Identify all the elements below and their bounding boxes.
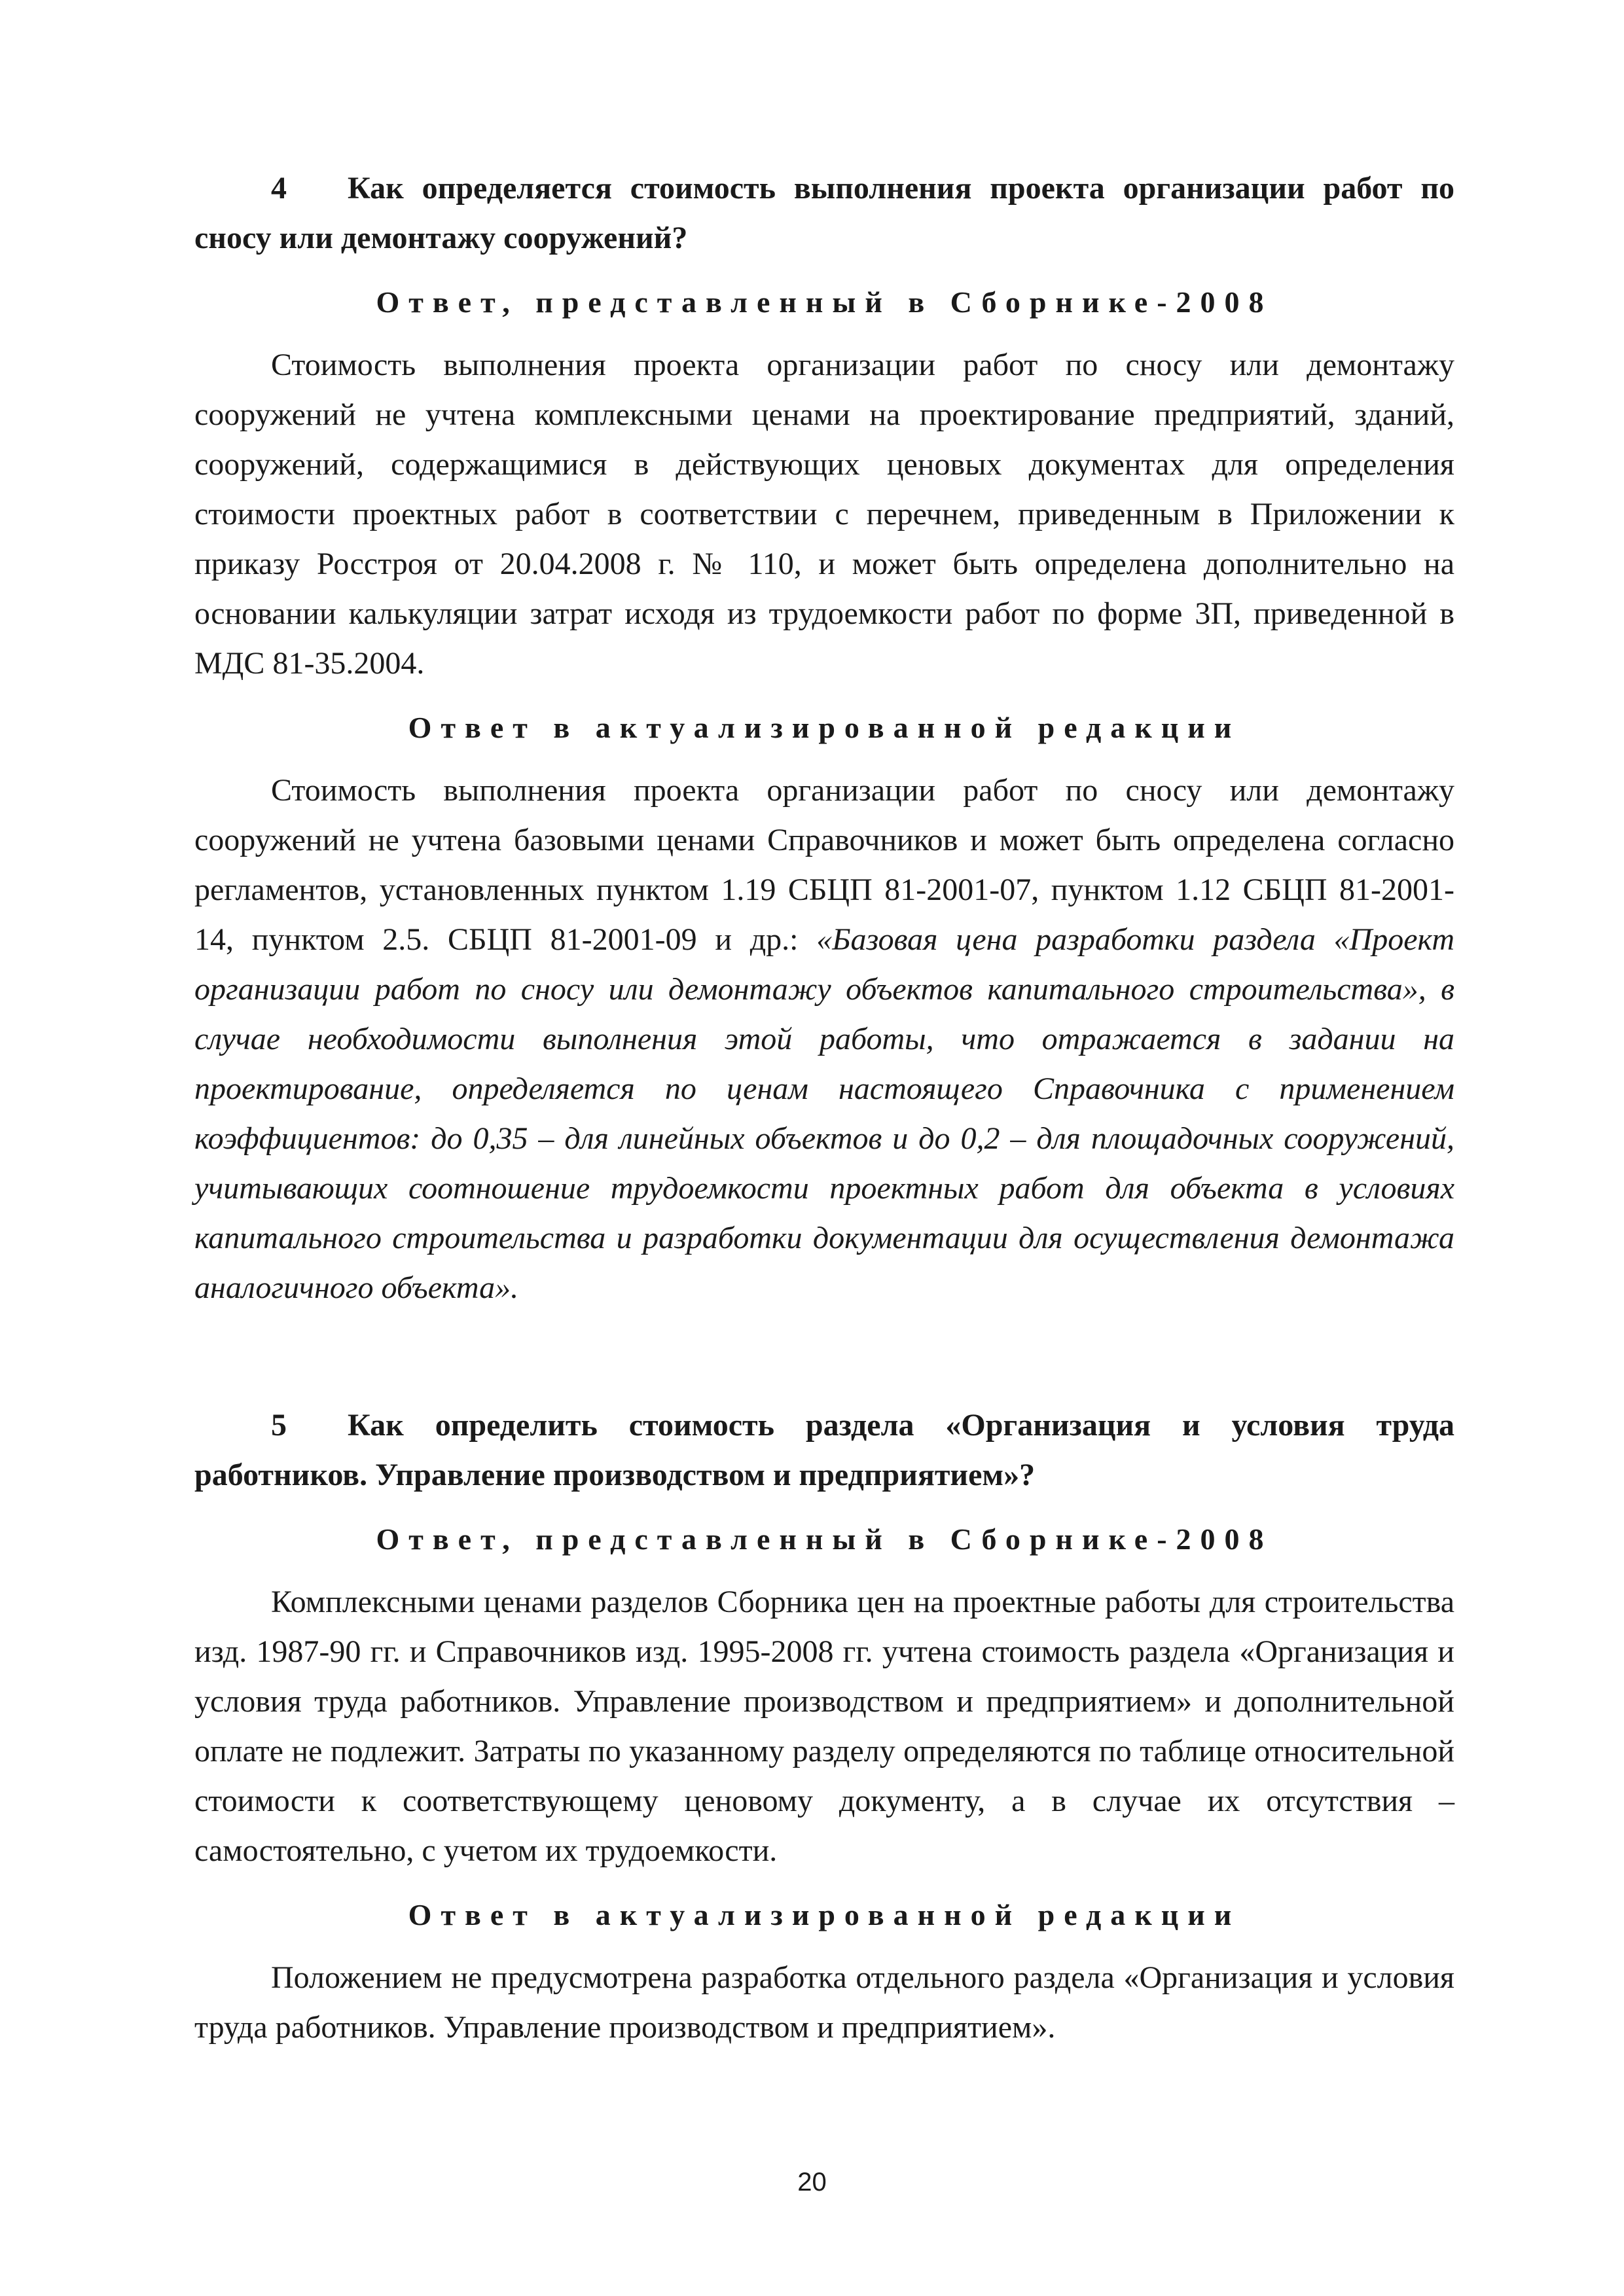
document-page [194,164,1454,2053]
answer-actual-text-4: Стоимость выполнения проекта организации работ по сносу или демонтажу сооружений не учтена базовыми ценами Справочников и может быть определена согласно регламентов, установленных пунктом 1.19 СБЦП 81-2001-07, пунктом 1.12 СБЦП 81-2001-14, пунктом 2.5. СБЦП 81-2001-09 и др.: [194,773,1454,957]
answer-2008-text-4: Стоимость выполнения проекта организации работ по сносу или демонтажу сооружений не учтена комплексными ценами на проектирование предприятий, зданий, сооружений, содержащимися в действующих ценовых документах для определения стоимости проектных работ в соответствии с перечнем, приведенным в Приложении к приказу Росстроя от 20.04.2008 г. № 110, и может быть определена дополнительно на основании калькуляции затрат исходя из трудоемкости работ по форме 3П, приведенной в МДС 81-35.2004. [194,348,1454,681]
answer-actual-heading-5: Ответ в актуализированной редакции [408,1898,1241,1931]
question-4-text: Как определяется стоимость выполнения проекта организации работ по сносу или демонтажу сооружений? [194,171,1454,255]
answer-2008-text-5: Комплексными ценами разделов Сборника цен на проектные работы для строительства изд. 1987-90 гг. и Справочников изд. 1995-2008 гг. учтена стоимость раздела «Организация и условия труда работников. Управление производством и предприятием» и дополнительной оплате не подлежит. Затраты по указанному разделу определяются по таблице относительной стоимости к соответствующему ценовому документу, а в случае их отсутствия – самостоятельно, с учетом их трудоемкости. [194,1585,1454,1868]
question-5-heading [194,1401,1454,1500]
answer-2008-heading-4: Ответ, представленный в Сборнике-2008 [376,285,1273,319]
question-5-number: 5 [271,1408,287,1443]
answer-actual-text-5: Положением не предусмотрена разработка отдельного раздела «Организация и условия труда работников. Управление производством и предприятием». [194,1960,1454,2045]
answer-2008-heading-5: Ответ, представленный в Сборнике-2008 [376,1522,1273,1556]
question-5-text: Как определить стоимость раздела «Организация и условия труда работников. Управление производством и предприятием»? [194,1408,1454,1492]
page-number: 20 [797,2168,827,2197]
answer-actual-heading-4: Ответ в актуализированной редакции [408,711,1241,744]
answer-actual-paragraph-4 [194,766,1454,1313]
question-4-heading [194,164,1454,263]
question-4-number: 4 [271,171,287,206]
answer-actual-quote-4: «Базовая цена разработки раздела «Проект организации работ по сносу или демонтажу объектов капитального строительства», в случае необходимости выполнения этой работы, что отражается в задании на проектирование, определяется по ценам настоящего Справочника с применением коэффициентов: до 0,35 – для линейных объектов и до 0,2 – для площадочных сооружений, учитывающих соотношение трудоемкости проектных работ для объекта в условиях капитального строительства и разработки документации для осуществления демонтажа аналогичного объекта». [194,922,1454,1305]
